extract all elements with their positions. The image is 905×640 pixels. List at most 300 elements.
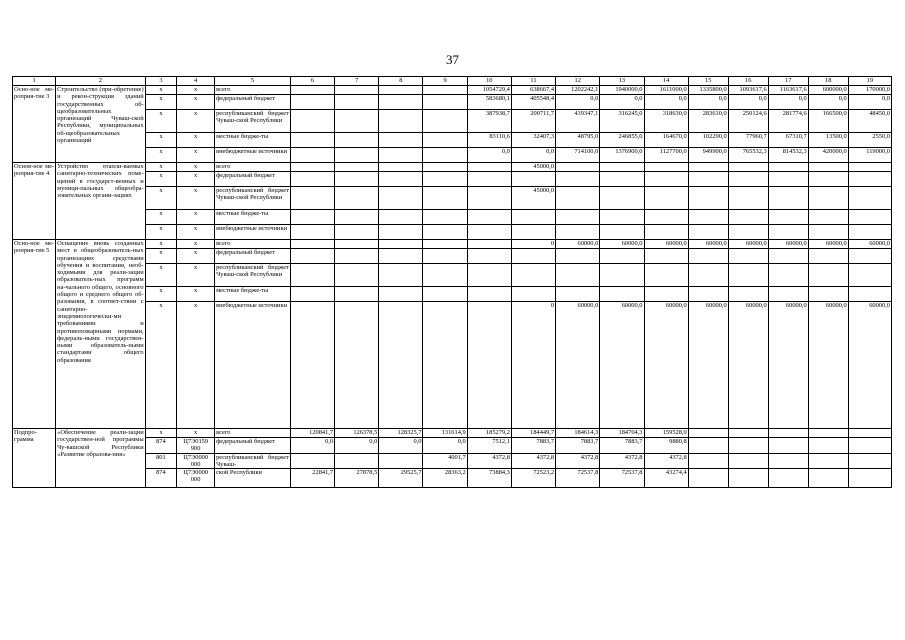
funding-source: всего	[215, 163, 291, 172]
value-cell: 60000,0	[808, 302, 848, 429]
table-row	[13, 249, 892, 264]
funding-source: местные бюдже-ты	[215, 210, 291, 225]
column-number: 9	[423, 77, 467, 86]
value-cell	[644, 264, 688, 287]
value-cell: 60000,0	[808, 240, 848, 249]
column-number: 2	[56, 77, 145, 86]
table-row	[13, 133, 892, 148]
value-cell: 4372,8	[556, 453, 600, 469]
value-cell	[600, 225, 644, 240]
value-cell	[644, 187, 688, 210]
value-cell: 159528,0	[644, 429, 688, 438]
value-cell: 43274,4	[644, 469, 688, 488]
value-cell	[290, 148, 334, 163]
value-cell	[688, 249, 728, 264]
value-cell	[335, 95, 379, 110]
value-cell	[423, 187, 467, 210]
value-cell: 714100,0	[556, 148, 600, 163]
value-cell	[511, 172, 555, 187]
value-cell: 0,0	[848, 95, 891, 110]
value-cell: 22841,7	[290, 469, 334, 488]
value-cell	[290, 95, 334, 110]
value-cell: 0,0	[556, 95, 600, 110]
value-cell	[556, 210, 600, 225]
value-cell	[848, 210, 891, 225]
value-cell: 0,0	[688, 95, 728, 110]
value-cell	[290, 264, 334, 287]
value-cell	[728, 172, 768, 187]
value-cell	[808, 163, 848, 172]
value-cell	[379, 240, 423, 249]
code-cell: Ц7Э0000 000	[177, 469, 215, 488]
value-cell	[556, 264, 600, 287]
value-cell	[808, 287, 848, 302]
value-cell: 949900,0	[688, 148, 728, 163]
value-cell	[335, 163, 379, 172]
value-cell	[379, 453, 423, 469]
value-cell: 28363,2	[423, 469, 467, 488]
column-number: 12	[556, 77, 600, 86]
value-cell	[768, 438, 808, 454]
value-cell	[467, 163, 511, 172]
value-cell	[467, 172, 511, 187]
value-cell	[808, 172, 848, 187]
value-cell: 1054729,4	[467, 86, 511, 95]
value-cell: 131614,9	[423, 429, 467, 438]
value-cell	[600, 249, 644, 264]
value-cell	[335, 287, 379, 302]
value-cell: 164670,0	[644, 133, 688, 148]
column-number-row	[13, 77, 892, 86]
value-cell	[600, 187, 644, 210]
value-cell	[556, 172, 600, 187]
value-cell	[688, 210, 728, 225]
funding-source: всего	[215, 86, 291, 95]
table-row	[13, 429, 892, 438]
value-cell	[335, 249, 379, 264]
value-cell: 29525,7	[379, 469, 423, 488]
value-cell	[848, 469, 891, 488]
value-cell	[290, 110, 334, 133]
funding-source: всего	[215, 240, 291, 249]
value-cell: 185279,2	[467, 429, 511, 438]
value-cell	[768, 187, 808, 210]
value-cell	[335, 302, 379, 429]
value-cell	[335, 187, 379, 210]
code-cell: x	[145, 110, 177, 133]
column-number: 13	[600, 77, 644, 86]
value-cell: 27878,5	[335, 469, 379, 488]
budget-table	[12, 76, 892, 488]
value-cell	[379, 210, 423, 225]
code-cell: x	[177, 172, 215, 187]
value-cell: 600000,0	[808, 86, 848, 95]
value-cell: 60000,0	[600, 302, 644, 429]
value-cell	[556, 249, 600, 264]
code-cell: 874	[145, 469, 177, 488]
value-cell: 72523,2	[511, 469, 555, 488]
funding-source: всего	[215, 429, 291, 438]
table-row	[13, 453, 892, 469]
value-cell	[379, 148, 423, 163]
column-number: 18	[808, 77, 848, 86]
value-cell: 0,0	[600, 95, 644, 110]
column-number: 4	[177, 77, 215, 86]
value-cell	[848, 453, 891, 469]
value-cell	[688, 287, 728, 302]
funding-source: федеральный бюджет	[215, 249, 291, 264]
code-cell: x	[145, 287, 177, 302]
value-cell	[423, 225, 467, 240]
value-cell: 4372,8	[467, 453, 511, 469]
value-cell	[467, 240, 511, 249]
value-cell: 0,0	[467, 148, 511, 163]
code-cell: x	[177, 287, 215, 302]
value-cell: 1940000,0	[600, 86, 644, 95]
value-cell	[728, 438, 768, 454]
code-cell: x	[145, 302, 177, 429]
value-cell	[423, 110, 467, 133]
value-cell	[556, 225, 600, 240]
value-cell	[728, 249, 768, 264]
code-cell: x	[177, 163, 215, 172]
table-row	[13, 95, 892, 110]
code-cell: x	[145, 172, 177, 187]
value-cell	[335, 148, 379, 163]
value-cell	[556, 163, 600, 172]
value-cell: 2550,0	[848, 133, 891, 148]
value-cell: 638667,4	[511, 86, 555, 95]
value-cell	[379, 302, 423, 429]
value-cell	[335, 86, 379, 95]
value-cell: 1127700,0	[644, 148, 688, 163]
value-cell	[728, 287, 768, 302]
value-cell: 0,0	[290, 438, 334, 454]
value-cell	[290, 249, 334, 264]
value-cell	[290, 163, 334, 172]
funding-source: республиканский бюджет Чуваш-ской Республики	[215, 110, 291, 133]
column-number: 16	[728, 77, 768, 86]
value-cell	[768, 287, 808, 302]
value-cell	[511, 249, 555, 264]
code-cell: x	[145, 249, 177, 264]
event-status: Осно-ное ме-роприя-тие 3	[13, 86, 56, 163]
value-cell: 7512,1	[467, 438, 511, 454]
value-cell	[290, 86, 334, 95]
value-cell: 0,0	[335, 438, 379, 454]
code-cell: x	[177, 148, 215, 163]
column-number: 11	[511, 77, 555, 86]
value-cell	[290, 210, 334, 225]
funding-source: внебюджетные источники	[215, 148, 291, 163]
funding-source: внебюджетные источники	[215, 302, 291, 429]
value-cell	[379, 187, 423, 210]
value-cell: 72537,8	[600, 469, 644, 488]
value-cell: 67310,7	[768, 133, 808, 148]
value-cell	[290, 287, 334, 302]
value-cell	[688, 163, 728, 172]
value-cell	[768, 163, 808, 172]
value-cell	[423, 172, 467, 187]
value-cell: 387938,7	[467, 110, 511, 133]
value-cell	[848, 264, 891, 287]
code-cell: x	[145, 429, 177, 438]
value-cell	[728, 429, 768, 438]
value-cell: 166500,0	[808, 110, 848, 133]
code-cell: x	[145, 240, 177, 249]
value-cell: 4372,8	[511, 453, 555, 469]
value-cell	[335, 133, 379, 148]
value-cell: 32407,3	[511, 133, 555, 148]
value-cell	[644, 225, 688, 240]
value-cell	[728, 225, 768, 240]
column-number: 6	[290, 77, 334, 86]
value-cell	[600, 264, 644, 287]
table-row	[13, 240, 892, 249]
value-cell: 7883,7	[600, 438, 644, 454]
value-cell	[335, 172, 379, 187]
value-cell: 13500,0	[808, 133, 848, 148]
value-cell	[728, 210, 768, 225]
value-cell: 60000,0	[688, 240, 728, 249]
value-cell	[768, 225, 808, 240]
code-cell: 801	[145, 453, 177, 469]
value-cell	[467, 302, 511, 429]
value-cell: 4372,8	[600, 453, 644, 469]
value-cell: 0,0	[808, 95, 848, 110]
value-cell	[644, 163, 688, 172]
value-cell	[848, 172, 891, 187]
code-cell: x	[177, 110, 215, 133]
value-cell: 0	[511, 302, 555, 429]
event-name: «Обеспечение реали-зации государствен-ной программы Чу-вашской Республики «Развитие образова-ния»	[56, 429, 145, 488]
column-number: 3	[145, 77, 177, 86]
value-cell: 83110,6	[467, 133, 511, 148]
value-cell	[768, 264, 808, 287]
value-cell	[688, 225, 728, 240]
code-cell: x	[177, 95, 215, 110]
value-cell: 60000,0	[600, 240, 644, 249]
value-cell: 128325,7	[379, 429, 423, 438]
value-cell	[467, 264, 511, 287]
value-cell	[290, 187, 334, 210]
value-cell	[290, 133, 334, 148]
value-cell	[423, 133, 467, 148]
table-row	[13, 110, 892, 133]
value-cell	[511, 210, 555, 225]
value-cell	[848, 287, 891, 302]
value-cell	[423, 302, 467, 429]
value-cell	[688, 453, 728, 469]
code-cell: x	[145, 133, 177, 148]
column-number: 14	[644, 77, 688, 86]
value-cell	[644, 210, 688, 225]
code-cell: x	[177, 264, 215, 287]
value-cell	[688, 429, 728, 438]
value-cell: 246855,0	[600, 133, 644, 148]
value-cell	[423, 148, 467, 163]
value-cell: 0,0	[511, 148, 555, 163]
value-cell	[379, 110, 423, 133]
table-row	[13, 187, 892, 210]
column-number: 1	[13, 77, 56, 86]
value-cell	[808, 469, 848, 488]
value-cell: 120841,7	[290, 429, 334, 438]
value-cell: 184704,3	[600, 429, 644, 438]
table-row	[13, 264, 892, 287]
value-cell: 60000,0	[728, 240, 768, 249]
value-cell	[290, 302, 334, 429]
value-cell	[848, 187, 891, 210]
value-cell: 119000,0	[848, 148, 891, 163]
value-cell: 1376900,0	[600, 148, 644, 163]
column-number: 5	[215, 77, 291, 86]
event-status: Осно-ное ме-роприя-тие 5	[13, 240, 56, 429]
value-cell: 45000,0	[511, 187, 555, 210]
value-cell	[423, 249, 467, 264]
value-cell	[768, 453, 808, 469]
value-cell	[379, 287, 423, 302]
value-cell: 583680,1	[467, 95, 511, 110]
funding-source: республиканский бюджет Чуваш-ской Республики	[215, 187, 291, 210]
funding-source: ской Республики	[215, 469, 291, 488]
value-cell	[467, 287, 511, 302]
value-cell: 60000,0	[848, 302, 891, 429]
value-cell: 1335800,0	[688, 86, 728, 95]
table-row	[13, 163, 892, 172]
value-cell	[768, 249, 808, 264]
table-row	[13, 287, 892, 302]
value-cell: 60000,0	[768, 302, 808, 429]
event-status: Подпро-грамма	[13, 429, 56, 488]
value-cell: 405548,4	[511, 95, 555, 110]
funding-source: федеральный бюджет	[215, 438, 291, 454]
value-cell: 48795,0	[556, 133, 600, 148]
value-cell: 420000,0	[808, 148, 848, 163]
event-name: Строительство (при-обретение) и рекон-струкция зданий государственных об-щеобразовательных организаций Чуваш-ской Республики, муниципальных об-щеобразовательных организаций	[56, 86, 145, 163]
code-cell: x	[177, 249, 215, 264]
column-number: 17	[768, 77, 808, 86]
value-cell	[467, 249, 511, 264]
value-cell	[290, 172, 334, 187]
value-cell	[644, 249, 688, 264]
value-cell	[467, 210, 511, 225]
value-cell	[768, 469, 808, 488]
value-cell: 316245,0	[600, 110, 644, 133]
value-cell: 60000,0	[728, 302, 768, 429]
value-cell: 60000,0	[768, 240, 808, 249]
value-cell	[808, 187, 848, 210]
value-cell	[556, 287, 600, 302]
value-cell: 184614,3	[556, 429, 600, 438]
value-cell	[423, 287, 467, 302]
funding-source: республиканский бюджет Чуваш-	[216, 453, 289, 468]
table-row	[13, 210, 892, 225]
page-number: 37	[446, 52, 459, 67]
code-cell: x	[177, 86, 215, 95]
funding-source: республиканский бюджет Чуваш-ской Республики	[215, 264, 291, 287]
value-cell	[728, 453, 768, 469]
value-cell	[688, 264, 728, 287]
value-cell: 439347,1	[556, 110, 600, 133]
value-cell: 184449,7	[511, 429, 555, 438]
code-cell: x	[145, 148, 177, 163]
code-cell: x	[145, 187, 177, 210]
funding-source: местные бюдже-ты	[215, 287, 291, 302]
value-cell	[600, 163, 644, 172]
table-row	[13, 469, 892, 488]
value-cell	[423, 264, 467, 287]
table-row	[13, 172, 892, 187]
value-cell: 60000,0	[644, 302, 688, 429]
value-cell	[688, 187, 728, 210]
value-cell	[556, 187, 600, 210]
value-cell	[768, 429, 808, 438]
value-cell	[808, 264, 848, 287]
value-cell: 281774,6	[768, 110, 808, 133]
code-cell: x	[145, 86, 177, 95]
value-cell: 0,0	[644, 95, 688, 110]
value-cell: 814532,3	[768, 148, 808, 163]
column-number: 10	[467, 77, 511, 86]
value-cell: 4372,8	[644, 453, 688, 469]
code-cell: Ц7Э0000 000	[177, 453, 215, 469]
value-cell	[467, 225, 511, 240]
value-cell	[644, 172, 688, 187]
code-cell: x	[177, 225, 215, 240]
value-cell	[808, 429, 848, 438]
code-cell: 874	[145, 438, 177, 454]
value-cell: 283610,0	[688, 110, 728, 133]
value-cell	[290, 453, 334, 469]
value-cell: 60000,0	[556, 240, 600, 249]
event-status: Основ-ное ме-роприя-тие 4	[13, 163, 56, 240]
value-cell: 0,0	[423, 438, 467, 454]
value-cell	[808, 438, 848, 454]
value-cell: 48450,0	[848, 110, 891, 133]
value-cell	[423, 210, 467, 225]
value-cell	[600, 210, 644, 225]
funding-source: федеральный бюджет	[215, 95, 291, 110]
code-cell: x	[145, 225, 177, 240]
value-cell: 0,0	[728, 95, 768, 110]
value-cell: 45000,0	[511, 163, 555, 172]
value-cell	[808, 453, 848, 469]
code-cell: Ц7Э0159 900	[177, 438, 215, 454]
value-cell	[511, 225, 555, 240]
value-cell	[379, 264, 423, 287]
value-cell: 4001,7	[423, 453, 467, 469]
value-cell	[848, 163, 891, 172]
value-cell: 0	[511, 240, 555, 249]
code-cell: x	[145, 210, 177, 225]
value-cell	[728, 264, 768, 287]
value-cell: 1093617,6	[728, 86, 768, 95]
code-cell: x	[145, 264, 177, 287]
value-cell	[379, 172, 423, 187]
value-cell	[728, 469, 768, 488]
value-cell	[511, 287, 555, 302]
code-cell: x	[145, 95, 177, 110]
value-cell: 200711,7	[511, 110, 555, 133]
value-cell	[848, 225, 891, 240]
value-cell	[600, 287, 644, 302]
code-cell: x	[177, 302, 215, 429]
code-cell: x	[177, 133, 215, 148]
value-cell: 60000,0	[688, 302, 728, 429]
value-cell	[768, 210, 808, 225]
table-row	[13, 148, 892, 163]
